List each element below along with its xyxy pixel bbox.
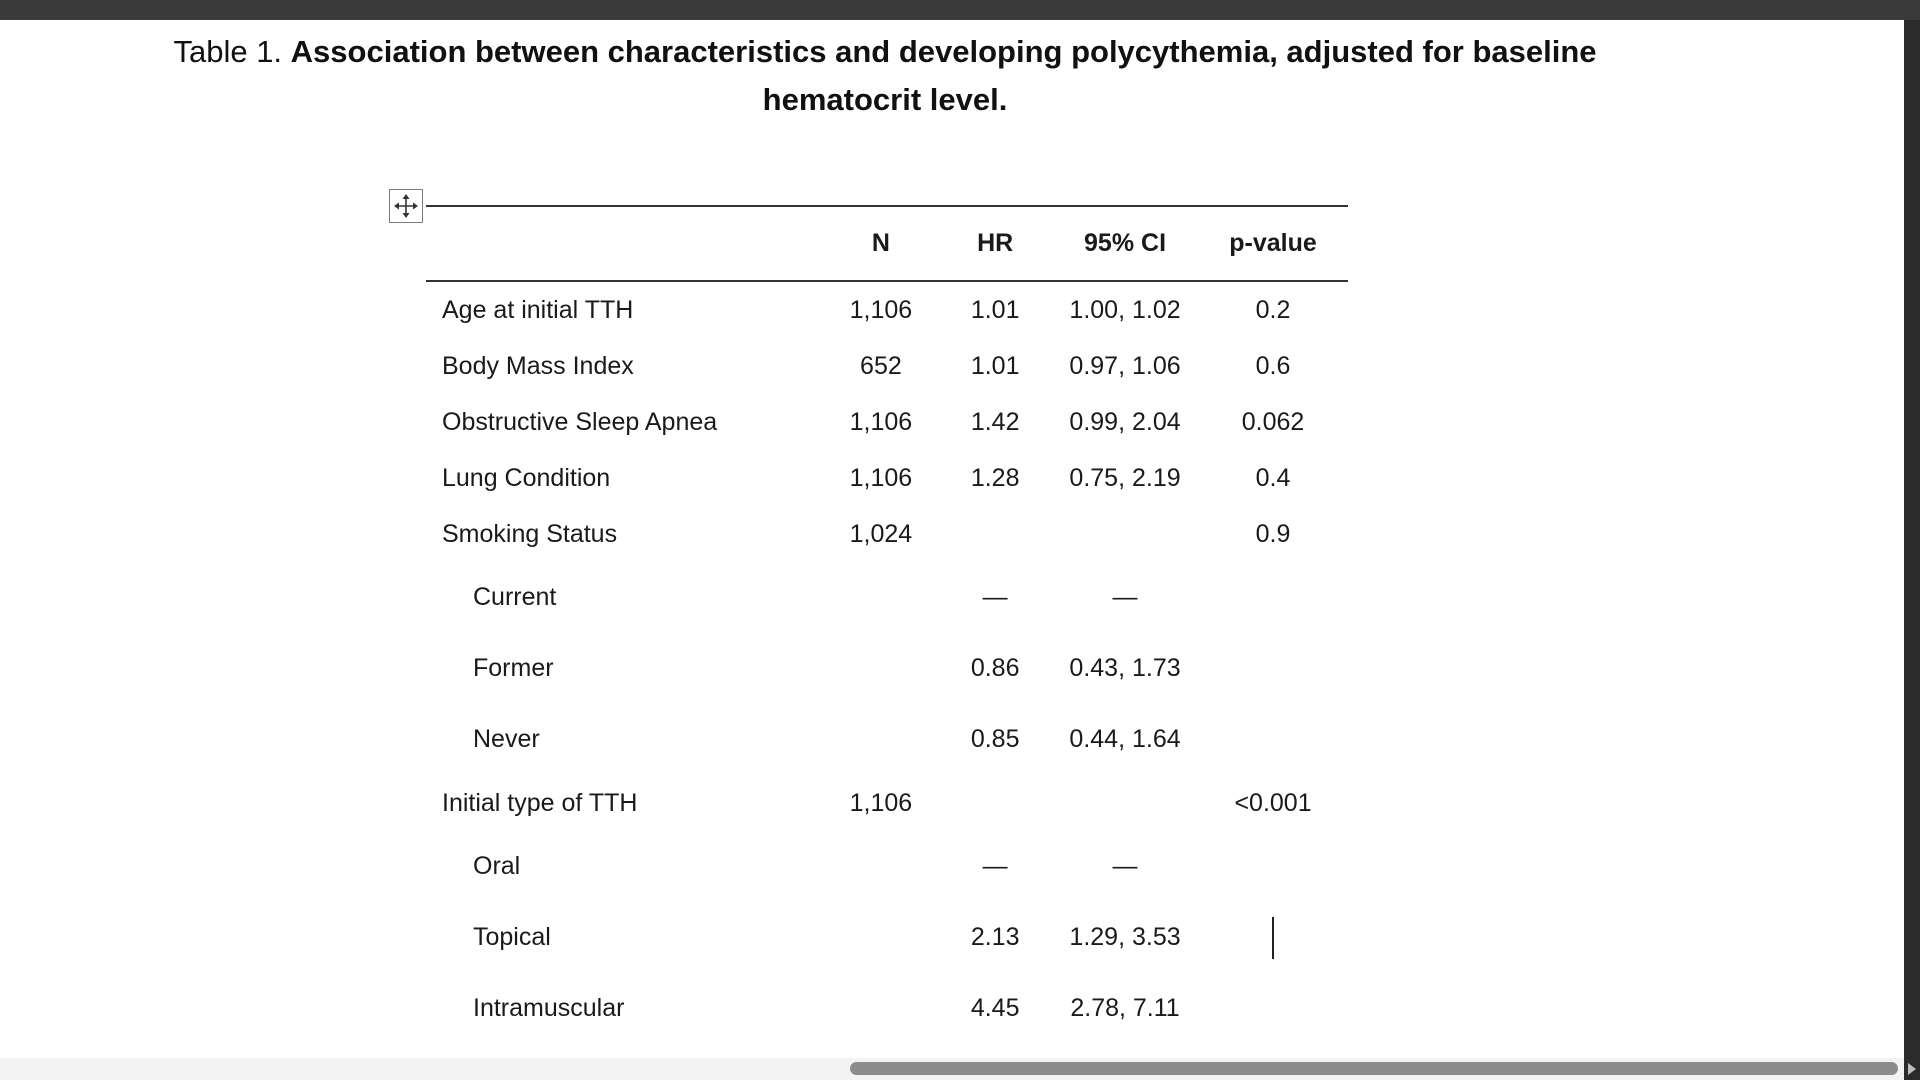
table-body bbox=[426, 281, 1348, 1044]
triangle-right-icon[interactable] bbox=[1904, 1058, 1920, 1080]
cell-n bbox=[823, 902, 938, 973]
cell-hr: — bbox=[982, 852, 1008, 880]
table-row bbox=[426, 973, 1348, 1044]
cell-p-value bbox=[1198, 973, 1348, 1044]
cell-p-value bbox=[1198, 902, 1348, 973]
window-top-bar bbox=[0, 0, 1920, 20]
table-row bbox=[426, 633, 1348, 704]
cell-n bbox=[823, 973, 938, 1044]
cell-hr: — bbox=[982, 583, 1008, 611]
header-n: N bbox=[823, 206, 938, 281]
header-hr: HR bbox=[938, 206, 1052, 281]
cell-p-value: 0.2 bbox=[1255, 295, 1291, 324]
window-right-edge bbox=[1904, 20, 1920, 1060]
move-arrows-icon[interactable] bbox=[389, 189, 423, 223]
caption-lead: Table 1. bbox=[173, 34, 283, 69]
cell-ci: 1.29, 3.53 bbox=[1069, 923, 1181, 951]
text-cursor bbox=[1272, 917, 1274, 959]
table-row bbox=[426, 902, 1348, 973]
cell-ci: 1.00, 1.02 bbox=[1069, 295, 1181, 324]
row-label: Initial type of TTH bbox=[442, 788, 638, 817]
cell-ci: — bbox=[1112, 583, 1138, 611]
cell-p-value: 0.9 bbox=[1255, 519, 1291, 548]
cell-hr: 4.45 bbox=[970, 994, 1020, 1022]
cell-hr: 0.86 bbox=[970, 654, 1020, 682]
table-row bbox=[426, 281, 1348, 338]
cell-ci: 0.97, 1.06 bbox=[1069, 351, 1181, 380]
cell-n bbox=[823, 562, 938, 633]
cell-p-value bbox=[1198, 562, 1348, 633]
table-row bbox=[426, 775, 1348, 831]
row-label: Smoking Status bbox=[442, 519, 618, 548]
cell-hr: 1.42 bbox=[970, 407, 1020, 436]
cell-n bbox=[823, 704, 938, 775]
cell-p-value: <0.001 bbox=[1234, 788, 1312, 817]
cell-n bbox=[823, 633, 938, 704]
table-header-row bbox=[426, 206, 1348, 281]
document-page bbox=[0, 20, 1904, 1060]
cell-n: 652 bbox=[860, 351, 902, 380]
cell-n: 1,024 bbox=[849, 519, 913, 548]
cell-hr bbox=[938, 775, 1052, 831]
row-label: Current bbox=[473, 583, 557, 611]
cell-hr: 1.01 bbox=[970, 351, 1020, 380]
row-label: Age at initial TTH bbox=[442, 295, 634, 324]
cell-n: 1,106 bbox=[849, 463, 913, 492]
cell-ci: 0.99, 2.04 bbox=[1069, 407, 1181, 436]
table-row bbox=[426, 394, 1348, 450]
cell-ci: 0.43, 1.73 bbox=[1069, 654, 1181, 682]
cell-p-value: 0.6 bbox=[1255, 351, 1291, 380]
cell-p-value bbox=[1198, 704, 1348, 775]
table-row bbox=[426, 831, 1348, 902]
cell-ci: 0.44, 1.64 bbox=[1069, 725, 1181, 753]
caption-text: Association between characteristics and developing polycythemia, adjusted for baseline hematocrit level. bbox=[290, 34, 1597, 117]
cell-ci bbox=[1052, 775, 1198, 831]
cell-hr: 1.28 bbox=[970, 463, 1020, 492]
table-caption bbox=[155, 28, 1615, 124]
table-row bbox=[426, 506, 1348, 562]
cell-hr: 1.01 bbox=[970, 295, 1020, 324]
table-row bbox=[426, 562, 1348, 633]
row-label: Intramuscular bbox=[473, 994, 625, 1022]
cell-n: 1,106 bbox=[849, 788, 913, 817]
table-row bbox=[426, 338, 1348, 394]
cell-p-value: 0.4 bbox=[1255, 463, 1291, 492]
cell-n: 1,106 bbox=[849, 407, 913, 436]
header-label bbox=[426, 206, 823, 281]
cell-ci bbox=[1052, 506, 1198, 562]
cell-ci: — bbox=[1112, 852, 1138, 880]
horizontal-scrollbar-thumb[interactable] bbox=[850, 1062, 1898, 1075]
row-label: Oral bbox=[473, 852, 521, 880]
table-row bbox=[426, 450, 1348, 506]
cell-hr bbox=[938, 506, 1052, 562]
results-table bbox=[426, 205, 1348, 1044]
row-label: Obstructive Sleep Apnea bbox=[442, 407, 718, 436]
header-p-value: p-value bbox=[1198, 206, 1348, 281]
cell-n bbox=[823, 831, 938, 902]
cell-p-value bbox=[1198, 831, 1348, 902]
row-label: Lung Condition bbox=[442, 463, 611, 492]
cell-p-value bbox=[1198, 633, 1348, 704]
cell-n: 1,106 bbox=[849, 295, 913, 324]
header-ci: 95% CI bbox=[1052, 206, 1198, 281]
cell-p-value: 0.062 bbox=[1241, 407, 1305, 436]
cell-hr: 0.85 bbox=[970, 725, 1020, 753]
row-label: Former bbox=[473, 654, 554, 682]
row-label: Body Mass Index bbox=[442, 351, 634, 380]
table-row bbox=[426, 704, 1348, 775]
cell-ci: 0.75, 2.19 bbox=[1069, 463, 1181, 492]
cell-hr: 2.13 bbox=[970, 923, 1020, 951]
row-label: Never bbox=[473, 725, 540, 753]
cell-ci: 2.78, 7.11 bbox=[1070, 994, 1180, 1022]
row-label: Topical bbox=[473, 923, 551, 951]
